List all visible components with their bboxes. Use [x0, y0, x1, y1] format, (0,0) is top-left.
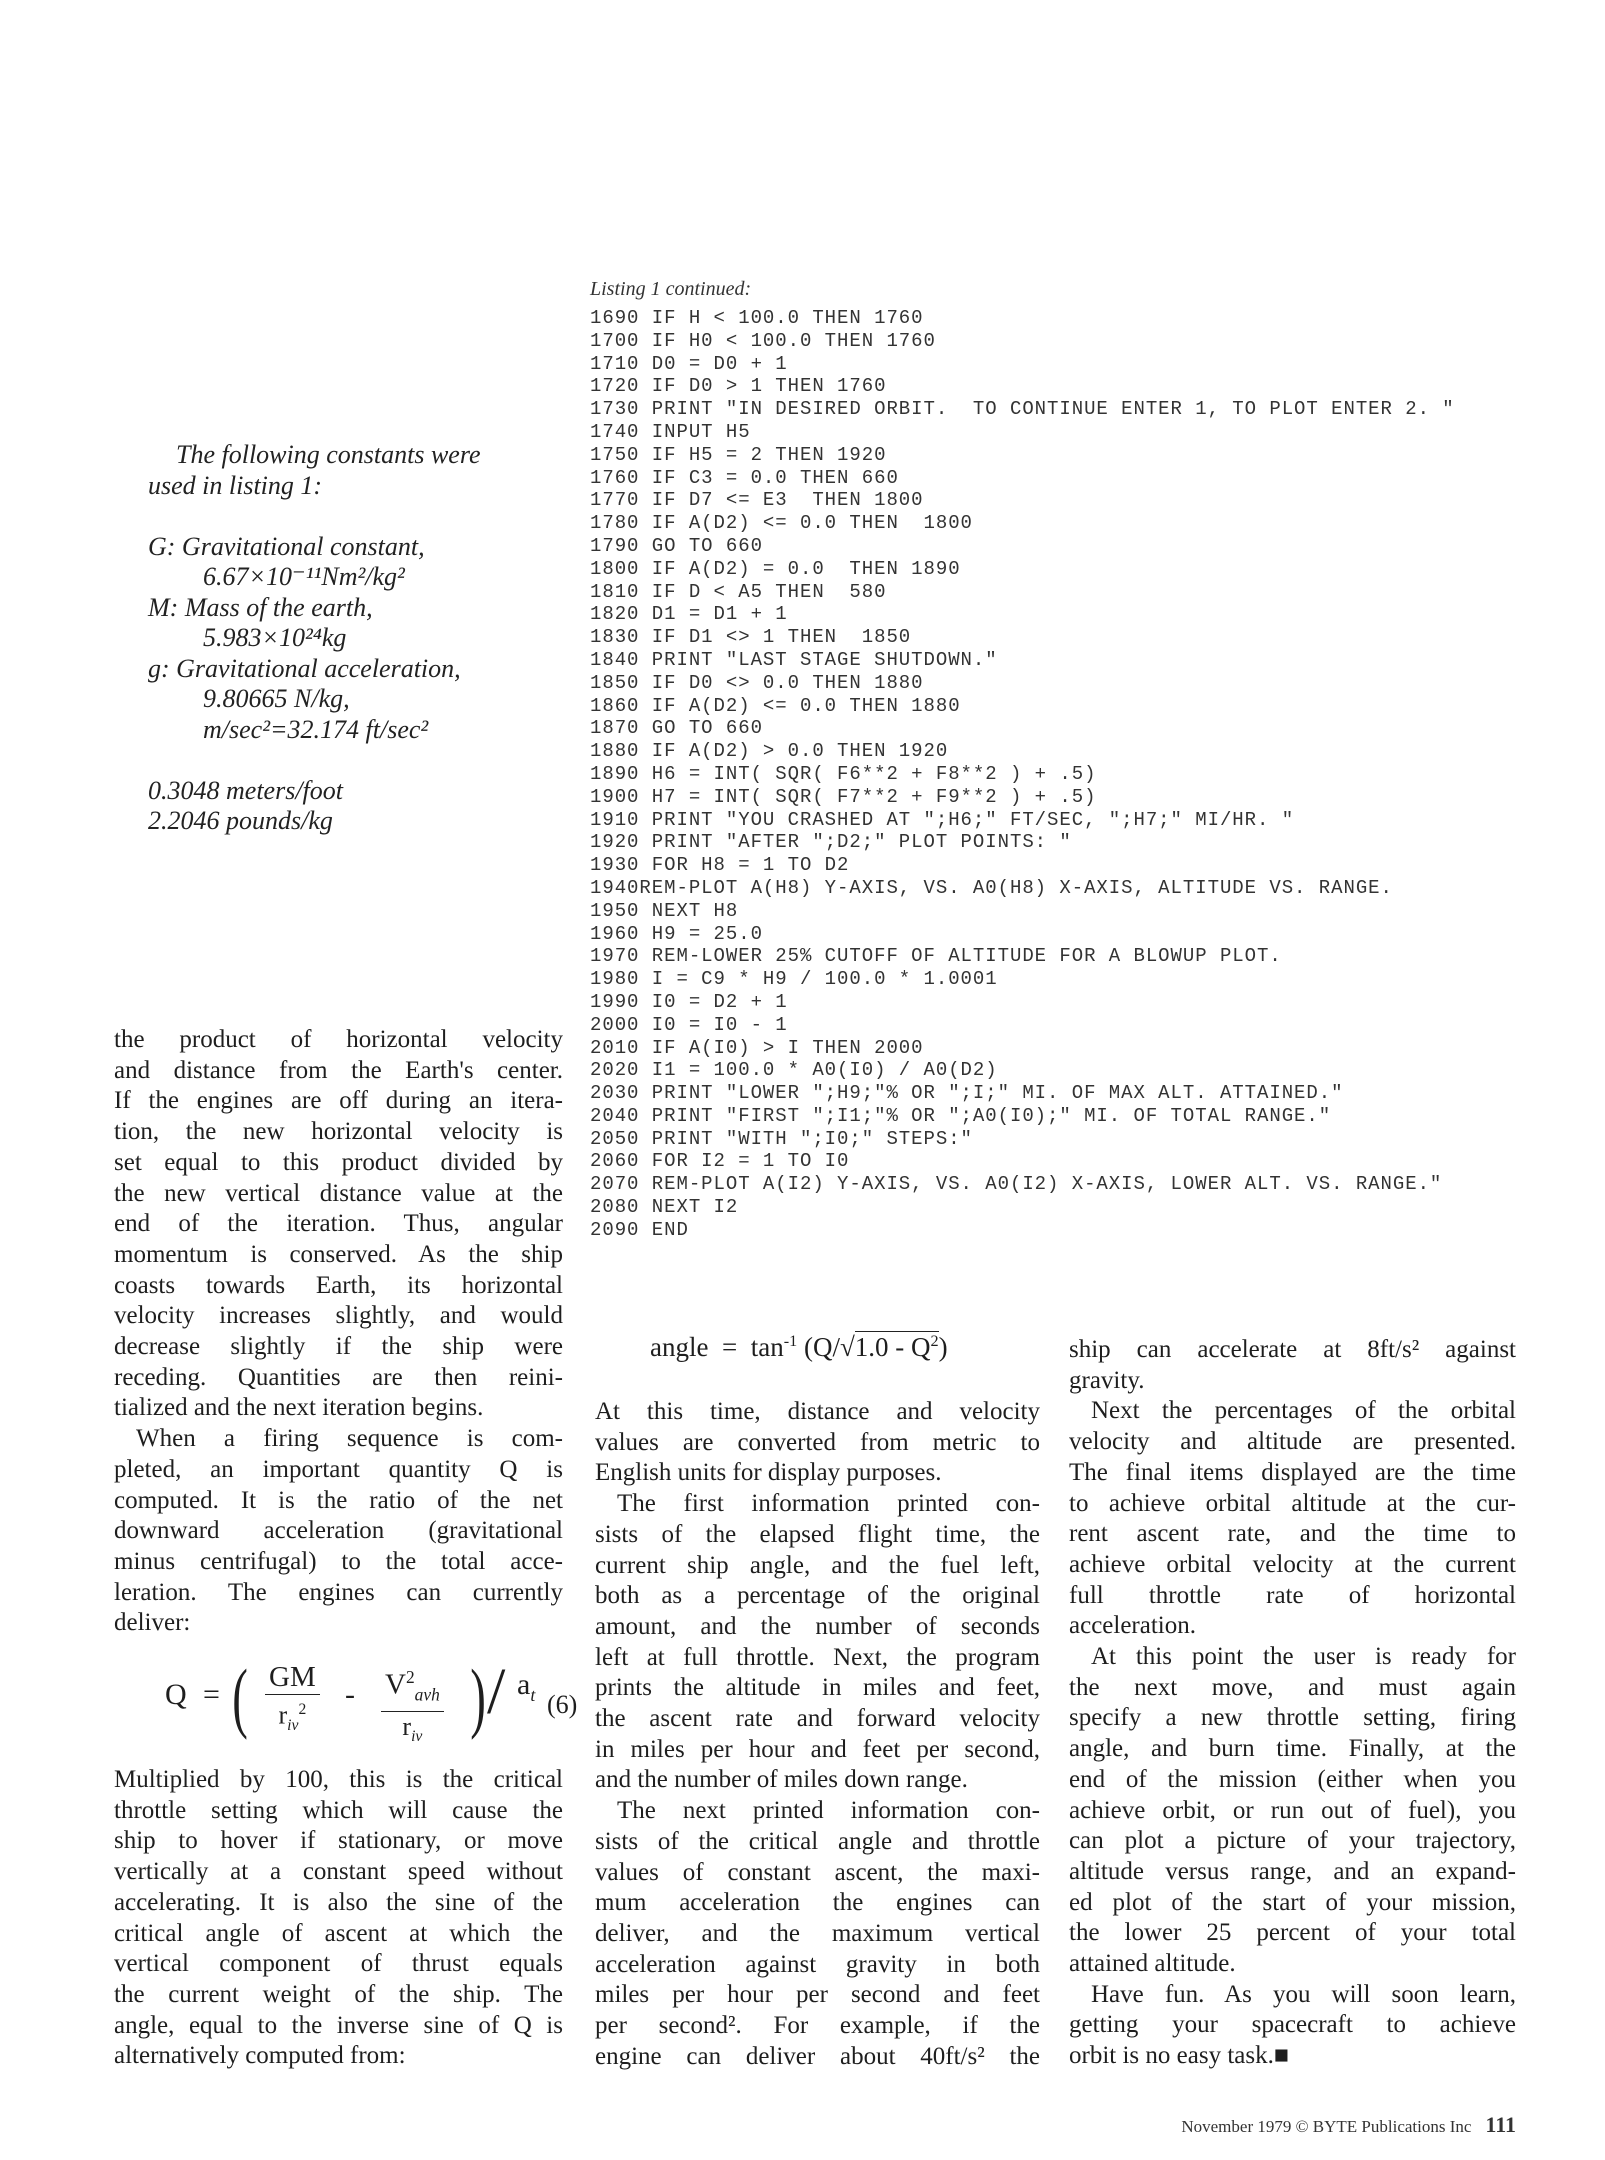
text-line: sists of the elapsed flight time, the [595, 1520, 1040, 1548]
code-line: 2020 I1 = 100.0 * A0(I0) / A0(D2) [590, 1059, 998, 1082]
code-line: 1980 I = C9 * H9 / 100.0 * 1.0001 [590, 968, 998, 991]
constants-intro-2: used in listing 1: [148, 470, 323, 500]
text-line: the next move, and must again [1069, 1673, 1516, 1701]
code-line: 2000 I0 = I0 - 1 [590, 1013, 788, 1036]
text-line: Have fun. As you will soon learn, [1091, 1980, 1516, 2008]
code-line: 1770 IF D7 <= E3 THEN 1800 [590, 489, 924, 512]
text-line: The next printed information con- [617, 1797, 1040, 1825]
text-line: acceleration. [1069, 1612, 1196, 1640]
text-line: current ship angle, and the fuel left, [595, 1551, 1040, 1579]
code-line: 1730 PRINT "IN DESIRED ORBIT. TO CONTINUE ENTER 1, TO PLOT ENTER 2. " [590, 398, 1455, 421]
footer-credit: November 1979 © BYTE Publications Inc [1181, 2117, 1472, 2136]
code-line: 1880 IF A(D2) > 0.0 THEN 1920 [590, 740, 949, 763]
text-line: the ascent rate and forward velocity [595, 1705, 1040, 1733]
text-line: gravity. [1069, 1366, 1145, 1394]
text-line: to achieve orbital altitude at the cur- [1069, 1489, 1516, 1517]
text-line: The final items displayed are the time [1069, 1458, 1516, 1486]
code-line: 1860 IF A(D2) <= 0.0 THEN 1880 [590, 694, 961, 717]
code-line: 1800 IF A(D2) = 0.0 THEN 1890 [590, 557, 961, 580]
text-line: The first information printed con- [617, 1490, 1040, 1518]
constant-acc-value-2: m/sec²=32.174 ft/sec² [203, 714, 429, 744]
text-line: deliver: [114, 1609, 191, 1637]
code-line: 1930 FOR H8 = 1 TO D2 [590, 854, 850, 877]
constant-acc-label: g: Gravitational acceleration, [148, 653, 461, 683]
code-line: 1850 IF D0 <> 0.0 THEN 1880 [590, 671, 924, 694]
constant-m-label: M: Mass of the earth, [148, 592, 373, 622]
text-line: pleted, an important quantity Q is [114, 1455, 563, 1483]
eq-equals: = [203, 1678, 220, 1711]
code-line: 2010 IF A(I0) > I THEN 2000 [590, 1036, 924, 1059]
text-line: Next the percentages of the orbital [1091, 1397, 1516, 1425]
code-line: 1920 PRINT "AFTER ";D2;" PLOT POINTS: " [590, 831, 1072, 854]
eq-slash: / [487, 1655, 506, 1728]
code-line: 2080 NEXT I2 [590, 1196, 739, 1219]
text-line: vertical component of thrust equals [114, 1950, 563, 1978]
text-line: the product of horizontal velocity [114, 1026, 563, 1053]
code-line: 1810 IF D < A5 THEN 580 [590, 580, 887, 603]
listing-caption: Listing 1 continued: [590, 278, 752, 300]
text-line: alternatively computed from: [114, 2042, 406, 2070]
code-line: 1990 I0 = D2 + 1 [590, 990, 788, 1013]
text-line: ship can accelerate at 8ft/s² against [1069, 1336, 1516, 1363]
constant-g-value: 6.67×10⁻¹¹Nm²/kg² [203, 562, 405, 591]
text-line: achieve orbit, or run out of fuel), you [1069, 1796, 1516, 1824]
text-line: At this time, distance and velocity [595, 1398, 1040, 1425]
middle-column-text [595, 1397, 1040, 2072]
text-line: orbit is no easy task.■ [1069, 2042, 1289, 2070]
equation-6: Q = ( GM $r_{iv}^2$ - $V^2_{avh}$ $r_{iv}$ ) / $a_t$ (6) [165, 1660, 565, 1740]
text-line: receding. Quantities are then reini- [114, 1363, 563, 1391]
text-line: can plot a picture of your trajectory, [1069, 1827, 1516, 1855]
text-line: downward acceleration (gravitational [114, 1517, 563, 1545]
code-line: 1760 IF C3 = 0.0 THEN 660 [590, 466, 899, 489]
text-line: minus centrifugal) to the total acce- [114, 1547, 563, 1575]
text-line: set equal to this product divided by [114, 1148, 563, 1176]
code-line: 2040 PRINT "FIRST ";I1;"% OR ";A0(I0);" MI. OF TOTAL RANGE." [590, 1104, 1332, 1127]
text-line: both as a percentage of the original [595, 1582, 1040, 1610]
text-line: critical angle of ascent at which the [114, 1919, 563, 1947]
code-line: 1690 IF H < 100.0 THEN 1760 [590, 307, 924, 329]
text-line: achieve orbital velocity at the current [1069, 1550, 1516, 1578]
page-number: 111 [1485, 2112, 1516, 2137]
text-line: decrease slightly if the ship were [114, 1333, 563, 1361]
eq-fraction-1: GM $r_{iv}^2$ [265, 1660, 320, 1741]
code-line: 1900 H7 = INT( SQR( F7**2 + F9**2 ) + .5) [590, 785, 1097, 808]
code-line: 2090 END [590, 1218, 689, 1241]
text-line: values of constant ascent, the maxi- [595, 1858, 1040, 1886]
text-line: throttle setting which will cause the [114, 1796, 563, 1824]
text-line: angle, equal to the inverse sine of Q is [114, 2011, 563, 2039]
eq-minus: - [345, 1678, 355, 1711]
text-line: getting your spacecraft to achieve [1069, 2011, 1516, 2039]
code-line: 2030 PRINT "LOWER ";H9;"% OR ";I;" MI. OF MAX ALT. ATTAINED." [590, 1082, 1344, 1105]
page-footer [1181, 2112, 1516, 2138]
text-line: momentum is conserved. As the ship [114, 1240, 563, 1268]
text-line: end of the iteration. Thus, angular [114, 1210, 563, 1238]
conversion-meters: 0.3048 meters/foot [148, 775, 343, 805]
text-line: tialized and the next iteration begins. [114, 1394, 484, 1422]
code-line: 1910 PRINT "YOU CRASHED AT ";H6;" FT/SEC, ";H7;" MI/HR. " [590, 808, 1295, 831]
text-line: accelerating. It is also the sine of the [114, 1888, 563, 1916]
text-line: values are converted from metric to [595, 1428, 1040, 1456]
text-line: left at full throttle. Next, the program [595, 1643, 1040, 1671]
constant-g-label: G: Gravitational constant, [148, 531, 425, 561]
constant-acc-value: 9.80665 N/kg, [203, 684, 350, 713]
equation-number: (6) [547, 1690, 578, 1719]
eq-a: $a_t$ [517, 1668, 536, 1705]
code-line: 1970 REM-LOWER 25% CUTOFF OF ALTITUDE FOR A BLOWUP PLOT. [590, 945, 1282, 968]
code-line: 1870 GO TO 660 [590, 717, 763, 740]
left-column-text-2 [114, 1765, 563, 2072]
text-line: the current weight of the ship. The [114, 1980, 563, 2008]
code-line: 2060 FOR I2 = 1 TO I0 [590, 1150, 850, 1173]
eq-fraction-2: $V^2_{avh}$ $r_{iv}$ [381, 1660, 444, 1753]
text-line: sists of the critical angle and throttle [595, 1827, 1040, 1855]
text-line: the new vertical distance value at the [114, 1179, 563, 1207]
text-line: attained altitude. [1069, 1950, 1236, 1978]
code-line: 1960 H9 = 25.0 [590, 922, 763, 945]
code-line: 1790 GO TO 660 [590, 534, 763, 557]
code-listing [590, 307, 1455, 1242]
code-line: 1820 D1 = D1 + 1 [590, 603, 788, 626]
text-line: ed plot of the start of your mission, [1069, 1888, 1516, 1916]
text-line: Multiplied by 100, this is the critical [114, 1766, 563, 1793]
text-line: velocity increases slightly, and would [114, 1302, 563, 1330]
code-line: 2050 PRINT "WITH ";I0;" STEPS:" [590, 1127, 973, 1150]
code-line: 1830 IF D1 <> 1 THEN 1850 [590, 626, 912, 649]
text-line: mum acceleration the engines can [595, 1889, 1040, 1917]
text-line: tion, the new horizontal velocity is [114, 1118, 563, 1146]
text-line: altitude versus range, and an expand- [1069, 1857, 1516, 1885]
text-line: amount, and the number of seconds [595, 1612, 1040, 1640]
text-line: angle, and burn time. Finally, at the [1069, 1735, 1516, 1763]
text-line: velocity and altitude are presented. [1069, 1428, 1516, 1456]
constant-m-value: 5.983×10²⁴kg [203, 623, 347, 652]
code-line: 1840 PRINT "LAST STAGE SHUTDOWN." [590, 648, 998, 671]
constants-intro: The following constants were [176, 440, 481, 469]
code-line: 1950 NEXT H8 [590, 899, 739, 922]
text-line: deliver, and the maximum vertical [595, 1919, 1040, 1947]
text-line: English units for display purposes. [595, 1459, 942, 1487]
text-line: leration. The engines can currently [114, 1578, 563, 1606]
angle-equation: angle = $\tan^{-1} (Q/√1.0 - Q^2)$ [650, 1332, 948, 1362]
text-line: in miles per hour and feet per second, [595, 1735, 1040, 1763]
text-line: and the number of miles down range. [595, 1766, 968, 1794]
code-line: 1780 IF A(D2) <= 0.0 THEN 1800 [590, 512, 973, 535]
constants-sidebar [148, 440, 481, 837]
text-line: coasts towards Earth, its horizontal [114, 1271, 563, 1299]
text-line: computed. It is the ratio of the net [114, 1486, 563, 1514]
text-line: specify a new throttle setting, firing [1069, 1704, 1516, 1732]
text-line: ship to hover if stationary, or move [114, 1827, 563, 1855]
text-line: and distance from the Earth's center. [114, 1056, 563, 1084]
conversion-pounds: 2.2046 pounds/kg [148, 806, 333, 835]
code-line: 1710 D0 = D0 + 1 [590, 352, 788, 375]
code-line: 2070 REM-PLOT A(I2) Y-AXIS, VS. A0(I2) X-AXIS, LOWER ALT. VS. RANGE." [590, 1173, 1443, 1196]
code-line: 1890 H6 = INT( SQR( F6**2 + F8**2 ) + .5) [590, 762, 1097, 785]
text-line: At this point the user is ready for [1091, 1643, 1516, 1671]
eq-q: Q [165, 1678, 187, 1711]
text-line: per second². For example, if the [595, 2012, 1040, 2040]
text-line: the lower 25 percent of your total [1069, 1919, 1516, 1947]
text-line: When a firing sequence is com- [136, 1425, 563, 1453]
text-line: acceleration against gravity in both [595, 1950, 1040, 1978]
eq-num-1: GM [265, 1660, 320, 1695]
left-column-text-1 [114, 1025, 563, 1639]
code-line: 1740 INPUT H5 [590, 420, 751, 443]
text-line: If the engines are off during an itera- [114, 1087, 563, 1115]
text-line: miles per hour per second and feet [595, 1981, 1040, 2009]
code-line: 1750 IF H5 = 2 THEN 1920 [590, 443, 887, 466]
text-line: rent ascent rate, and the time to [1069, 1520, 1516, 1548]
text-line: vertically at a constant speed without [114, 1858, 563, 1886]
text-line: prints the altitude in miles and feet, [595, 1674, 1040, 1702]
code-line: 1700 IF H0 < 100.0 THEN 1760 [590, 329, 936, 352]
text-line: full throttle rate of horizontal [1069, 1581, 1516, 1609]
code-line: 1940REM-PLOT A(H8) Y-AXIS, VS. A0(H8) X-AXIS, ALTITUDE VS. RANGE. [590, 876, 1393, 899]
code-line: 1720 IF D0 > 1 THEN 1760 [590, 375, 887, 398]
right-column-text [1069, 1335, 1516, 2072]
text-line: engine can deliver about 40ft/s² the [595, 2042, 1040, 2070]
text-line: end of the mission (either when you [1069, 1765, 1516, 1793]
